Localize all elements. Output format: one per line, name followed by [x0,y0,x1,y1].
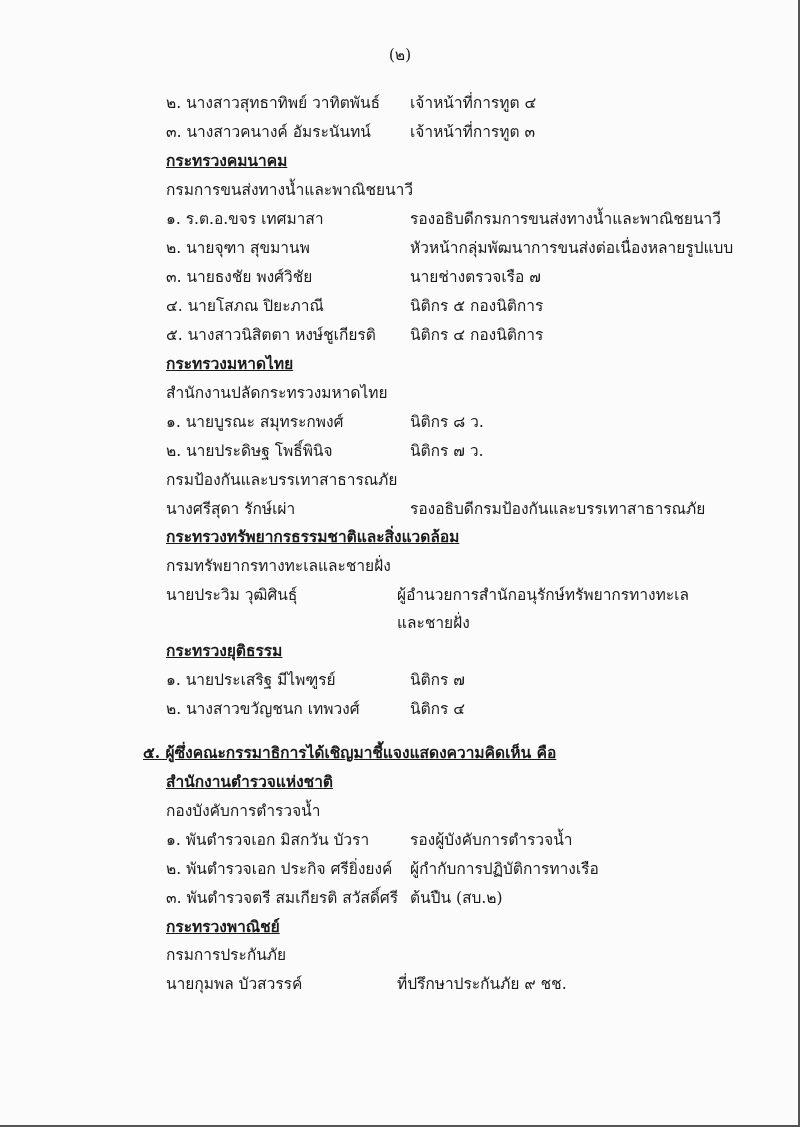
list-item [0,321,800,349]
person-position: ที่ปรึกษาประกันภัย ๙ ชช. [397,975,567,993]
department-name: สำนักงานปลัดกระทรวงมหาดไทย [166,384,388,402]
agency-title: สำนักงานตำรวจแห่งชาติ [166,772,333,791]
person-position: นิติกร ๔ [410,700,466,718]
ministry-heading-interior [0,350,800,378]
department-line [0,379,800,407]
list-item [0,855,800,883]
person-name: นายประวิม วุฒิศินธุ์ [166,586,298,604]
person-name: ๑. พันตำรวจเอก มิสกวัน บัวรา [166,831,370,849]
person-name: นายกุมพล บัวสวรรค์ [166,975,303,993]
person-position: นิติกร ๕ กองนิติการ [410,297,544,315]
ministry-title: กระทรวงมหาดไทย [166,354,294,373]
person-name: ๒. นางสาวขวัญชนก เทพวงศ์ [166,700,360,718]
person-position: ผู้กำกับการปฏิบัติการทางเรือ [410,860,599,878]
list-item [0,826,800,854]
person-position: นิติกร ๘ ว. [410,413,484,431]
page-number: (๒) [388,46,412,64]
person-name: ๑. ร.ต.อ.ขจร เทศมาสา [166,210,324,228]
person-name: ๒. พันตำรวจเอก ประกิจ ศรียิ่งยงค์ [166,860,393,878]
department-line [0,176,800,204]
person-name: ๕. นางสาวนิสิตตา หงษ์ชูเกียรติ [166,326,376,344]
section-title: ๕. ผู้ซึ่งคณะกรรมาธิการได้เชิญมาชี้แจงแสดงความคิดเห็น คือ [143,743,557,762]
list-item [0,292,800,320]
ministry-heading-commerce [0,913,800,941]
person-position: ต้นปืน (สบ.๒) [410,889,503,907]
list-item [0,884,800,912]
person-position: รองผู้บังคับการตำรวจน้ำ [410,831,573,849]
person-name: ๔. นายโสภณ ปิยะภาณี [166,297,324,315]
person-name: ๓. นายธงชัย พงศ์วิชัย [166,268,313,286]
person-name: ๓. นางสาวคนางค์ อัมระนันทน์ [166,123,371,141]
department-name: กรมการประกันภัย [166,946,287,964]
person-position: เจ้าหน้าที่การทูต ๓ [410,123,536,141]
ministry-title: กระทรวงพาณิชย์ [166,917,280,936]
person-name: ๒. นายจุฑา สุขมานพ [166,239,310,257]
department-line [0,552,800,580]
list-item [0,495,800,523]
list-item [0,408,800,436]
list-item [0,581,800,609]
person-name: ๑. นายบูรณะ สมุทระกพงศ์ [166,413,344,431]
ministry-heading-transport [0,147,800,175]
person-name: ๓. พันตำรวจตรี สมเกียรติ สวัสดิ์ศรี [166,889,399,907]
list-item [0,970,800,998]
person-position: รองอธิบดีกรมป้องกันและบรรเทาสาธารณภัย [410,500,706,518]
section-heading [0,739,800,767]
agency-heading-police [0,768,800,796]
ministry-heading-justice [0,637,800,665]
person-position: นิติกร ๔ กองนิติการ [410,326,544,344]
list-item [0,205,800,233]
department-name: กองบังคับการตำรวจน้ำ [166,802,321,820]
department-line [0,797,800,825]
list-item [0,666,800,694]
person-position: เจ้าหน้าที่การทูต ๔ [410,94,537,112]
person-position: ผู้อำนวยการสำนักอนุรักษ์ทรัพยากรทางทะเล [397,586,689,604]
person-position: รองอธิบดีกรมการขนส่งทางน้ำและพาณิชยนาวี [410,210,721,228]
list-item [0,437,800,465]
person-name: ๒. นายประดิษฐ โพธิ์พินิจ [166,442,333,460]
list-item [0,234,800,262]
person-name: ๒. นางสาวสุทธาทิพย์ วาทิตพันธ์ [166,94,381,112]
position-continuation [0,609,800,637]
department-line [0,466,800,494]
list-item [0,118,800,146]
person-position-cont: และชายฝั่ง [397,614,470,632]
person-name: นางศรีสุดา รักษ์เผ่า [166,500,296,518]
list-item [0,695,800,723]
ministry-title: กระทรวงยุติธรรม [166,641,283,660]
person-position: นิติกร ๗ ว. [410,442,484,460]
list-item [0,263,800,291]
page-number-line [0,41,800,69]
department-name: กรมทรัพยากรทางทะเลและชายฝั่ง [166,557,391,575]
department-name: กรมป้องกันและบรรเทาสาธารณภัย [166,471,398,489]
person-position: นายช่างตรวจเรือ ๗ [410,268,541,286]
list-item [0,89,800,117]
ministry-heading-nature [0,523,800,551]
person-position: หัวหน้ากลุ่มพัฒนาการขนส่งต่อเนื่องหลายรูปแบบ [410,239,734,257]
person-position: นิติกร ๗ [410,671,465,689]
department-line [0,941,800,969]
person-name: ๑. นายประเสริฐ มีไพฑูรย์ [166,671,336,689]
ministry-title: กระทรวงทรัพยากรธรรมชาติและสิ่งแวดล้อม [166,527,460,546]
ministry-title: กระทรวงคมนาคม [166,151,288,170]
department-name: กรมการขนส่งทางน้ำและพาณิชยนาวี [166,181,414,199]
